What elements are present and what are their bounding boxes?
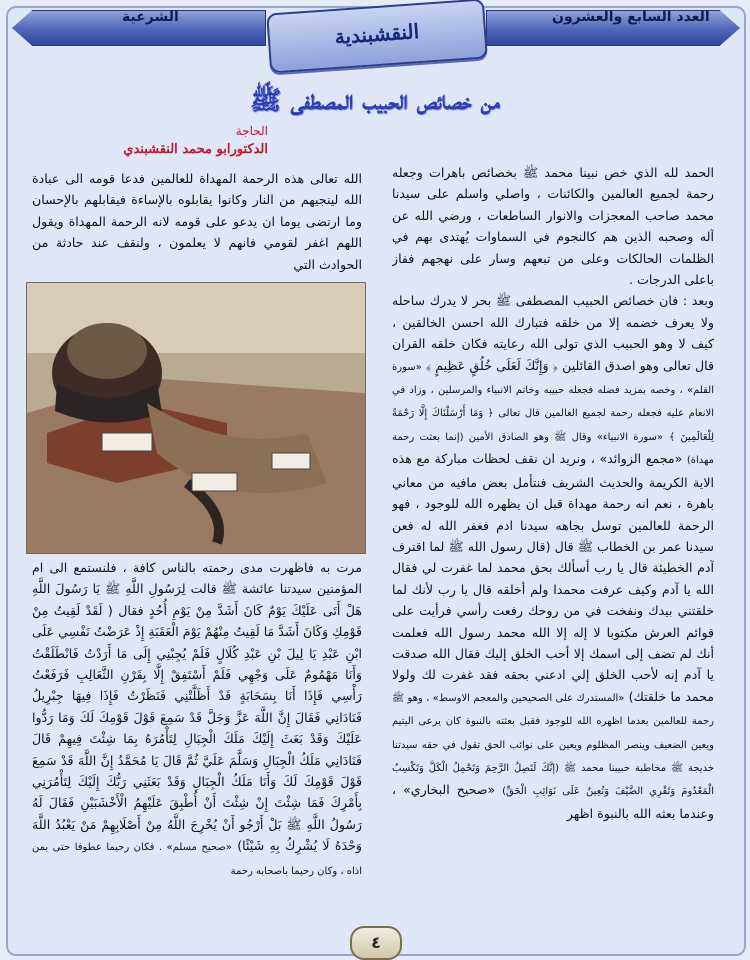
author-name: الدكتورابو محمد النقشبندي bbox=[123, 142, 268, 157]
relic-photo bbox=[26, 282, 366, 554]
citation: «المستدرك على الصحيحين والمعجم الاوسط» ، وهو ﷺ رحمة للعالمين بعدما اظهره الله للوجود فقبل بعثته بالنبوة كان يرعى اليتيم ويعين الضعيف وينصر المظلوم ويعين على نوائب الحق تقول في حقه سيدتنا خديجة ﷺ مخاطبة حبيبنا محمد ﷺ (إنَّكَ لَتَصِلُ الرَّحِمَ وَتَحْمِلُ الْكَلَّ وَتَكْسِبُ الْمَعْدُومَ وَتَقْرِي الضَّيْفَ وَتُعِينُ عَلَى نَوَائِبِ الْحَقِّ) bbox=[392, 692, 714, 798]
page-number-badge bbox=[350, 926, 402, 960]
citation: «سورة القلم» ، وخصه بمزيد فضله فجعله حبيبه وخاتم الانبياء والمرسلين ، وزاد في الانعام عليه فجعله رحمة لجميع العالمين قال تعالى ﴿ وَمَا أَرْسَلْنَاكَ إِلَّا رَحْمَةً لِلْعَالَمِينَ ﴾ bbox=[392, 361, 714, 443]
banner-text: النقشبندية bbox=[333, 19, 420, 49]
left-column-bottom bbox=[32, 557, 362, 932]
text-run: وبعد : فان خصائص الحبيب المصطفى ﷺ بحر لا يدرك ساحله ولا يعرف خضمه إلا من خلقه فتبارك الله احسن الخالقين ، كيف لا وهو الحبيب الذي تولى الله رعايته فكان خلقه القران قال تعالى وهو اصدق القائلين ﴿ وَإِنَّكَ لَعَلَى خُلُقٍ عَظِيمٍ ﴾ bbox=[392, 293, 714, 373]
section-label: الشرعية bbox=[122, 9, 179, 25]
citation: «صحيح مسلم» . فكان رحيما عطوفا حتى بمن اذاه ، وكان رحيما باصحابه رحمة bbox=[32, 842, 362, 877]
text-run: «مجمع الزوائد» ، ونريد ان نقف لحظات مباركة مع هذه الاية الكريمة والحديث الشريف فنتأمل بعض مافيه من معاني باهرة ، نعم انه رحمة مهداة قبل ان يظهره الله للوجود ، فهو الرحمة للعالمين توسل بجاهه سيدنا ادم فغفر الله له فعن سيدنا عمر بن الخطاب ﷺ قال (قال رسول الله ﷺ لما اقترف آدم الخطيئة قال يا رب أسألك بحق محمد لما غفرت لي فقال الله يا آدم وكيف عرفت محمدا ولم أخلقه قال يا رب لأنك لما خلقتني بيدك ونفخت في من روحك رفعت رأسي فرأيت على قوائم العرش مكتوبا لا إله إلا الله محمد رسول الله فعلمت أنك لم تضف إلى اسمك إلا أحب الخلق إليك فقال الله صدقت يا آدم إنه لأحب الخلق إلي ادعني بحقه فقد غفرت لك ولولا محمد ما خلقتك) bbox=[392, 451, 714, 704]
author-role: الحاجة bbox=[235, 124, 268, 138]
paragraph: الحمد لله الذي خص نبينا محمد ﷺ بخصائص باهرات وجعله رحمة لجميع العالمين والكائنات ، واصلي واسلم على سيدنا محمد صاحب المعجزات والانوار الساطعات ، ورضي الله عن آله وصحبه الذين هم كالنجوم في السماوات يُهتدى بهم في الظلمات الحالكات وعلى من تبعهم وسار على نهجهم ففاز باعلى الدرجات . bbox=[392, 165, 714, 288]
right-column bbox=[392, 162, 714, 928]
paragraph bbox=[32, 557, 362, 882]
relic-illustration bbox=[27, 283, 365, 553]
issue-label: العدد السابع والعشرون bbox=[552, 9, 710, 25]
article-title: من خصائص الحبيب المصطفى ﷺ bbox=[250, 86, 500, 116]
paragraph: الله تعالى هذه الرحمة المهداة للعالمين فدعا قومه الى عبادة الله لينجيهم من النار وكانوا يقابلوه بالإساءة فيقابلهم بالإحسان وما ارتضى يوما ان يدعو على قومه لانه الرحمة المهداة ويقول اللهم اغفر لقومي فانهم لا يعلمون ، ولنقف عند حادثة من الحوادث التي bbox=[32, 171, 362, 272]
left-column-top bbox=[32, 168, 362, 280]
page-number: ٤ bbox=[371, 933, 381, 952]
paragraph bbox=[392, 290, 714, 824]
text-run: مرت به فاظهرت مدى رحمته بالناس كافة ، فلنستمع الى ام المؤمنين سيدتنا عائشة ﷺ قالت لِرَسُولِ اللَّهِ ﷺ يَا رَسُولَ اللَّهِ هَلْ أَتَى عَلَيْكَ يَوْمٌ كَانَ أَشَدَّ مِنْ يَوْمِ أُحُدٍ فقال ( لَقَدْ لَقِيتُ مِنْ قَوْمِكِ وَكَانَ أَشَدَّ مَا لَقِيتُ مِنْهُمْ يَوْمَ الْعَقَبَةِ إِذْ عَرَضْتُ نَفْسِي عَلَى ابْنِ عَبْدِ يَا لِيلَ بْنِ عَبْدِ كُلَالٍ فَلَمْ يُجِبْنِي إِلَى مَا أَرَدْتُ فَانْطَلَقْتُ وَأَنَا مَهْمُومٌ عَلَى وَجْهِي فَلَمْ أَسْتَفِقْ إِلَّا بِقَرْنِ الثَّعَالِبِ فَرَفَعْتُ رَأْسِي فَإِذَا أَنَا بِسَحَابَةٍ قَدْ أَظَلَّتْنِي فَنَظَرْتُ فَإِذَا فِيهَا جِبْرِيلُ فَنَادَانِي فَقَالَ إِنَّ اللَّهَ عَزَّ وَجَلَّ قَدْ سَمِعَ قَوْلَ قَوْمِكَ لَكَ وَمَا رَدُّوا عَلَيْكَ وَقَدْ بَعَثَ إِلَيْكَ مَلَكَ الْجِبَالِ لِتَأْمُرَهُ بِمَا شِئْتَ فِيهِمْ قَالَ فَنَادَانِي مَلَكُ الْجِبَالِ وَسَلَّمَ عَلَيَّ ثُمَّ قَالَ يَا مُحَمَّدُ إِنَّ اللَّهَ قَدْ سَمِعَ قَوْلَ قَوْمِكَ لَكَ وَأَنَا مَلَكُ الْجِبَالِ وَقَدْ بَعَثَنِي رَبُّكَ إِلَيْكَ لِتَأْمُرَنِي بِأَمْرِكَ فَمَا شِئْتَ إِنْ شِئْتَ أَنْ أُطْبِقَ عَلَيْهِمُ الْأَخْشَبَيْنِ فَقَالَ لَهُ رَسُولُ اللَّهِ ﷺ بَلْ أَرْجُو أَنْ يُخْرِجَ اللَّهُ مِنْ أَصْلَابِهِمْ مَنْ يَعْبُدُ اللَّهَ وَحْدَهُ لَا يُشْرِكُ بِهِ شَيْئًا) bbox=[32, 560, 362, 854]
text-run: «صحيح البخاري» ، وعندما بعثه الله بالنبوة اظهر bbox=[392, 782, 714, 821]
citation: «سورة الانبياء» وقال ﷺ وهو الصادق الأمين (إنما بعثت رحمة مهداة) bbox=[392, 431, 714, 467]
